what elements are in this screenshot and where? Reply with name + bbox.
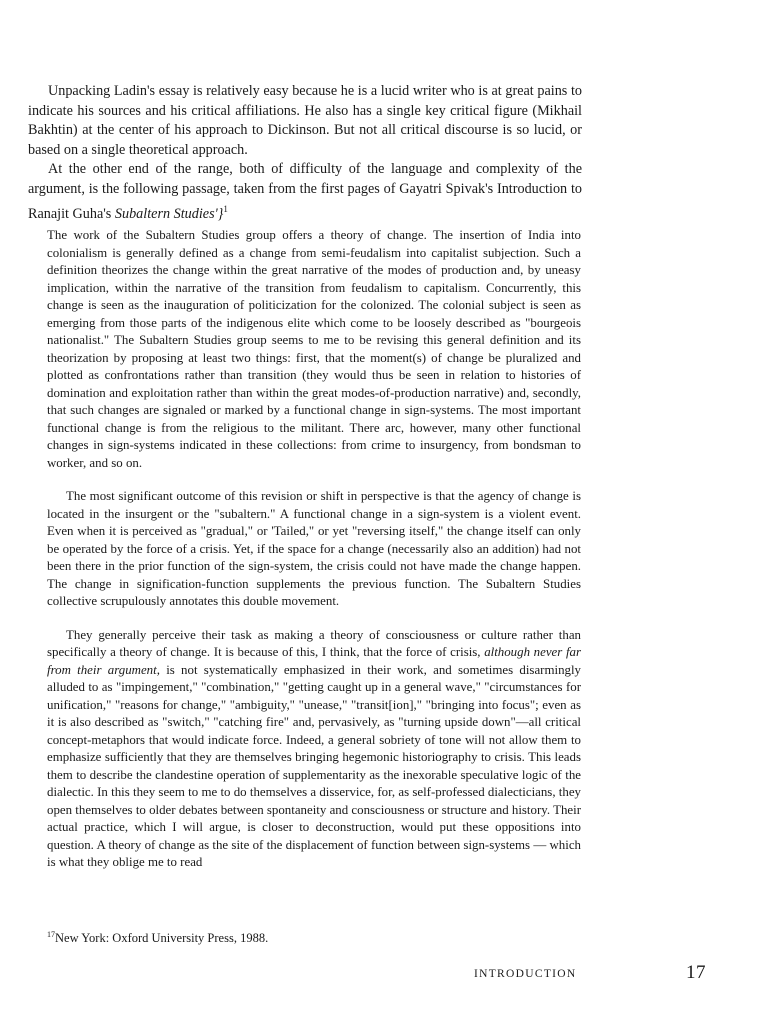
- book-title-subaltern-studies: Subaltern Studies'}: [114, 205, 224, 222]
- quote-paragraph-2: The most significant outcome of this revision or shift in perspective is that the agency of change is located in the insurgent or the "subaltern." A functional change in a sign-system is a violent event. Even when it is perceived as "gradual," or 'Tailed," or yet "reversing itself," the change itself can only be operated by the force of a crisis. Yet, if the space for a change (necessarily also an addition) had not been there in the prior function of the sign-system, the crisis could not have made the change happen. The change in signification-function supplements the previous function. The Subaltern Studies collective scrupulously annotates this double movement.: [47, 489, 581, 608]
- page-number: 17: [686, 962, 706, 983]
- quote-paragraph-3: [47, 627, 581, 872]
- quote-paragraph-1: The work of the Subaltern Studies group offers a theory of change. The insertion of India into colonialism is generally defined as a change from semi-feudalism into capitalist subjection. Such a definition theorizes the change within the great narrative of the modes of production and, by uneasy implication, within the narrative of the transition from feudalism to capitalism. Concurrently, this change is seen as the inauguration of politicization for the colonized. The colonial subject is seen as emerging from those parts of the indigenous elite which come to be loosely described as "bourgeois nationalist." The Subaltern Studies group seems to me to be revising this general definition and its theorization by proposing at least two things: first, that the moment(s) of change be pluralized and plotted as confrontations rather than transition (they would thus be seen in relation to histories of domination and exploitation rather than within the great modes-of-production narrative) and, secondly, that such changes are signaled or marked by a functional change in sign-systems. The most important functional change is from the religious to the militant. There arc, however, many other functional changes in sign-systems indicated in these collections: from crime to insurgency, from bondsman to worker, and so on.: [47, 228, 581, 470]
- quote-paragraph-3-rest: is not systematically emphasized in their work, and sometimes disarmingly alluded to as "impingement," "combination," "getting caught up in a general wave," "circumstances for unification," "reasons for change," "ambiguity," "unease," "transit[ion]," "bringing into focus"; even as it is also described as "switch," "catching fire" and, pervasively, as "turning upside down"—all critical concept-metaphors that would indicate force. Indeed, a general sobriety of tone will not allow them to emphasize sufficiently that they are themselves bringing hegemonic historiography to crisis. This leads them to describe the clandestine operation of supplementarity as the inexorable speculative logic of the dialectic. In this they seem to me to do themselves a disservice, for, as self-professed dialecticians, they open themselves to older debates between spontaneity and consciousness or structure and history. Their actual practice, which I will argue, is closer to deconstruction, would put these oppositions into question. A theory of change as the site of the displacement of function between sign-systems — which is what they oblige me to read: [47, 662, 581, 869]
- main-text: [28, 82, 582, 224]
- footnote-number: 17: [47, 930, 55, 939]
- block-quotation: [47, 227, 581, 888]
- footnote: [47, 927, 268, 946]
- body-paragraph-2: [28, 160, 582, 224]
- quote-italic-phrase: although never far from their argument,: [47, 645, 581, 677]
- footnote-reference: 1: [223, 203, 228, 214]
- quote-paragraph-3-start: They generally perceive their task as making a theory of consciousness or culture rather than specifically a theory of change. It is because of this, I think, that the force of crisis,: [47, 627, 581, 659]
- body-paragraph-1: Unpacking Ladin's essay is relatively easy because he is a lucid writer who is at great pains to indicate his sources and his critical affiliations. He also has a single key critical figure (Mikhail Bakhtin) at the center of his approach to Dickinson. But not all critical discourse is so lucid, or based on a single theoretical approach.: [28, 83, 582, 158]
- body-paragraph-2-text: At the other end of the range, both of difficulty of the language and complexity of the argument, is the following passage, taken from the first pages of Gayatri Spivak's Introduction to Ranajit Guha's: [28, 161, 582, 222]
- footnote-text: New York: Oxford University Press, 1988.: [55, 931, 269, 945]
- running-head: INTRODUCTION: [474, 968, 577, 980]
